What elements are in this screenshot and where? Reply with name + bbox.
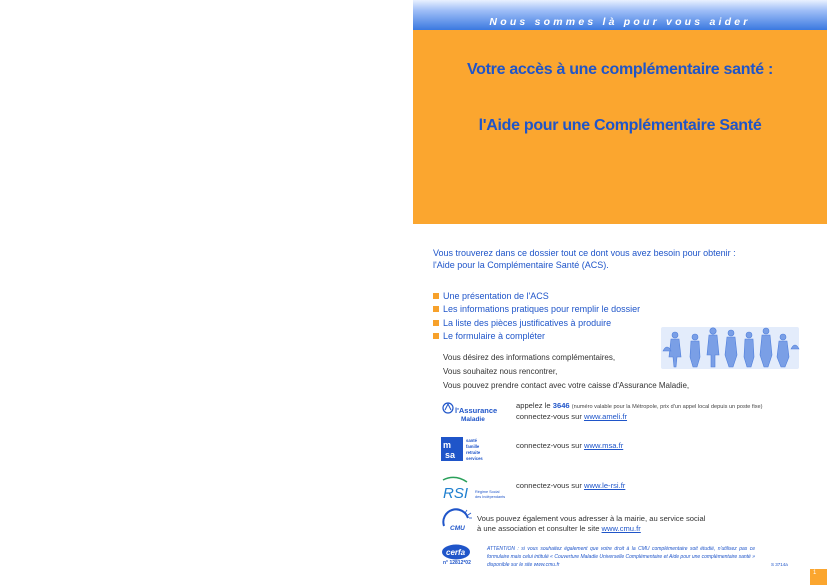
assurance-maladie-logo xyxy=(441,400,498,424)
contact-intro xyxy=(443,351,689,393)
intro-line1: Vous trouverez dans ce dossier tout ce dont vous avez besoin pour obtenir : xyxy=(433,248,736,258)
assurance-contact: appelez le 3646 (numéro valable pour la Métropole, prix d'un appel local depuis un poste fixe) connectez-vous sur www.ameli.fr xyxy=(516,401,763,421)
cmu-logo-text: CMU xyxy=(450,525,465,532)
cerfa-logo xyxy=(441,544,471,560)
contact-line3: Vous pouvez prendre contact avec votre caisse d'Assurance Maladie, xyxy=(443,381,690,390)
rsi-sub1: Régime Social xyxy=(475,490,500,494)
phone-note: (numéro valable pour la Métropole, prix d'un appel local depuis un poste fixe) xyxy=(571,404,763,410)
banner-text: Nous sommes là pour vous aider xyxy=(489,16,751,28)
ameli-link[interactable]: www.ameli.fr xyxy=(583,412,628,421)
rsi-link[interactable]: www.le-rsi.fr xyxy=(583,481,626,490)
rsi-sub2: des Indépendants xyxy=(475,495,506,499)
list-item: La liste des pièces justificatives à produire xyxy=(433,316,640,330)
bullet-square-icon xyxy=(433,320,439,326)
main-title-line1: Votre accès à une complémentaire santé : xyxy=(466,61,774,78)
msa-logo xyxy=(441,437,495,461)
msa-word3: retraite xyxy=(466,450,481,455)
top-banner xyxy=(413,0,827,30)
cerfa-number: n° 12812*02 xyxy=(443,560,471,566)
svg-text:m: m xyxy=(443,440,452,450)
contact-line2: Vous souhaitez nous rencontrer, xyxy=(443,367,558,376)
phone-number: 3646 xyxy=(552,401,570,410)
contact-line1: Vous désirez des informations complémentaires, xyxy=(443,353,616,362)
assurance-logo-line2: Maladie xyxy=(461,416,485,423)
rsi-logo-text: RSI xyxy=(443,485,469,502)
rsi-contact: connectez-vous sur www.le-rsi.fr xyxy=(516,481,626,490)
attention-notice: ATTENTION : si vous souhaitez également que votre droit à la CMU complémentaire soit étudié, n'utilisez pas ce formulaire mais celui intitulé « Couverture Maladie Universelle Complémentaire et Aide pour une complémentaire santé » disponible sur le site www.cmu.fr xyxy=(487,546,755,568)
contents-list xyxy=(433,289,640,343)
list-item: Les informations pratiques pour remplir le dossier xyxy=(433,303,640,317)
msa-link[interactable]: www.msa.fr xyxy=(583,441,624,450)
msa-contact: connectez-vous sur www.msa.fr xyxy=(516,441,624,450)
msa-word2: famille xyxy=(466,444,480,449)
bullet-square-icon xyxy=(433,333,439,339)
blank-left-page xyxy=(0,0,413,585)
rsi-logo xyxy=(441,476,511,502)
intro-text xyxy=(433,247,793,271)
cmu-logo xyxy=(441,510,473,536)
list-item: Une présentation de l'ACS xyxy=(433,289,640,303)
page-mark: 1 xyxy=(813,570,817,576)
assurance-logo-line1: l'Assurance xyxy=(455,406,498,415)
svg-text:sa: sa xyxy=(445,450,456,460)
list-item: Le formulaire à compléter xyxy=(433,330,640,344)
form-reference: S 3714a xyxy=(771,562,788,567)
cerfa-logo-text: cerfa xyxy=(446,548,466,557)
intro-line2: l'Aide pour la Complémentaire Santé (ACS). xyxy=(433,260,609,270)
cmu-line1: Vous pouvez également vous adresser à la mairie, au service social xyxy=(477,514,706,523)
cmu-contact: Vous pouvez également vous adresser à la mairie, au service social à une association et consulter le site www.cmu.fr xyxy=(477,514,706,533)
brochure-page xyxy=(413,0,827,585)
main-title-line2: l'Aide pour une Complémentaire Santé xyxy=(478,117,762,134)
msa-word4: services xyxy=(466,456,483,461)
cmu-link[interactable]: www.cmu.fr xyxy=(601,524,641,533)
bullet-square-icon xyxy=(433,306,439,312)
bullet-square-icon xyxy=(433,293,439,299)
msa-word1: santé xyxy=(466,438,477,443)
